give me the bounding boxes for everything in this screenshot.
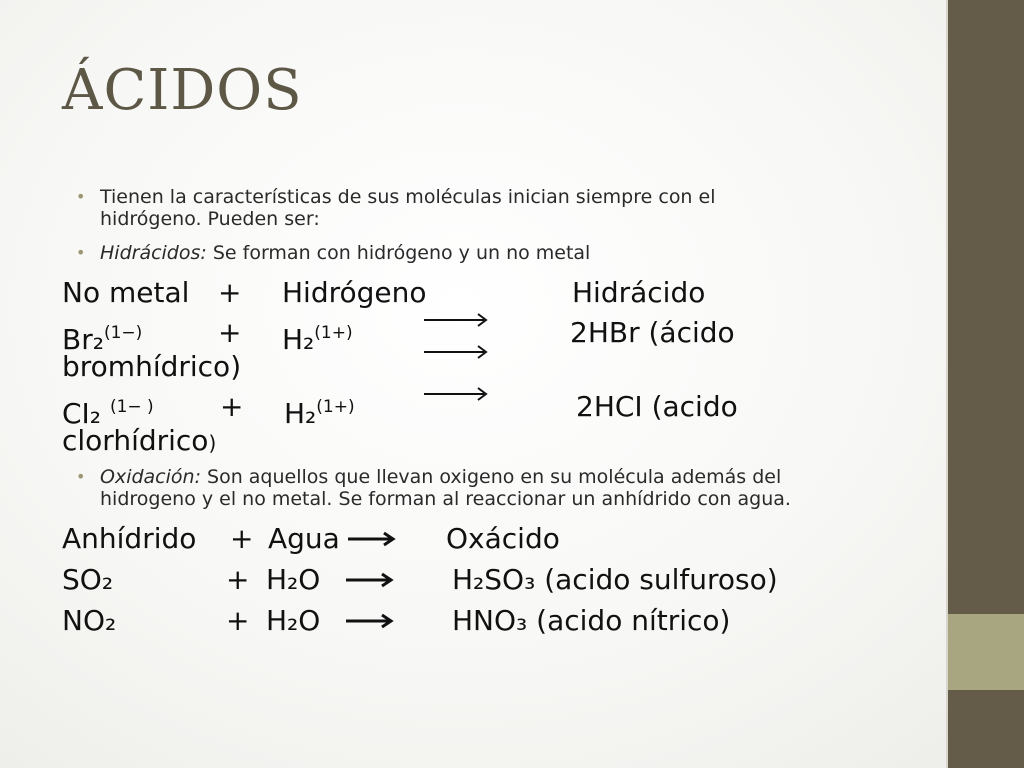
oxacidos-header-agua: Agua [268,522,340,555]
hidracidos-header-plus: + [218,276,242,309]
bullet-dot-icon: • [76,243,86,262]
product-2hcl: 2HCI (acido [576,390,738,423]
hidracidos-definition: Se forman con hidrógeno y un no metal [206,242,591,264]
product-h2so3: H₂SO₃ (acido sulfuroso) [452,563,778,596]
reactant-h2o: H₂O [266,563,321,596]
bullet-oxidacion [76,466,940,510]
plus-sign: + [226,604,250,637]
bullet-characteristics [76,186,940,230]
plus-sign: + [220,390,244,423]
right-arrow-icon [348,530,396,548]
reactant-br2: Br₂$^{(1-)}$ [62,323,143,356]
term-hidracidos: Hidrácidos: [100,242,207,264]
product-2hbr: 2HBr (ácido [570,316,735,349]
bullet-dot-icon: • [76,467,86,486]
bullet-text-line1: Tienen la características de sus moléculas inician siempre con el [100,186,716,208]
hidracidos-header-hidrogeno: Hidrógeno [282,276,427,309]
bullet-text-line2: hidrógeno. Pueden ser: [100,208,320,230]
reactant-h2: H₂$^{(1+)}$ [282,323,353,356]
hidracidos-header-nometal: No metal [62,276,190,309]
product-2hcl-continuation: clorhídrico) [62,424,217,457]
right-arrow-icon [424,310,490,330]
reactant-cl2: CI₂ $^{(1- )}$ [62,397,154,430]
product-hno3: HNO₃ (acido nítrico) [452,604,731,637]
hidracidos-header-hidracido: Hidrácido [572,276,706,309]
right-arrow-icon [424,342,490,362]
right-arrow-icon [424,384,490,404]
oxidation-state-h: (1+) [316,397,355,417]
right-arrow-icon [346,612,394,630]
reactant-h2: H₂$^{(1+)}$ [284,397,355,430]
oxidation-state-br: (1−) [103,323,143,343]
reactant-h2o: H₂O [266,604,321,637]
oxacidos-header-anhidrido: Anhídrido [62,522,197,555]
oxidacion-definition-line1: Son aquellos que llevan oxigeno en su molécula además del [200,466,782,488]
bullet-dot-icon: • [76,187,86,206]
reactant-no2: NO₂ [62,604,117,637]
bullet-hidracidos [76,242,940,264]
right-arrow-icon [346,571,394,589]
product-2hbr-continuation: bromhídrico) [62,350,242,383]
reactant-so2: SO₂ [62,563,114,596]
sidebar-accent-square [948,614,1024,690]
slide-title: ÁCIDOS [62,58,303,123]
plus-sign: + [230,522,254,555]
oxidation-state-cl: (1− ) [109,397,154,417]
oxidation-state-h: (1+) [314,323,353,343]
term-oxidacion: Oxidación: [100,466,201,488]
plus-sign: + [218,316,242,349]
plus-sign: + [226,563,250,596]
oxacidos-header-oxacido: Oxácido [446,522,560,555]
oxidacion-definition-line2: hidrogeno y el no metal. Se forman al reaccionar un anhídrido con agua. [100,488,791,510]
